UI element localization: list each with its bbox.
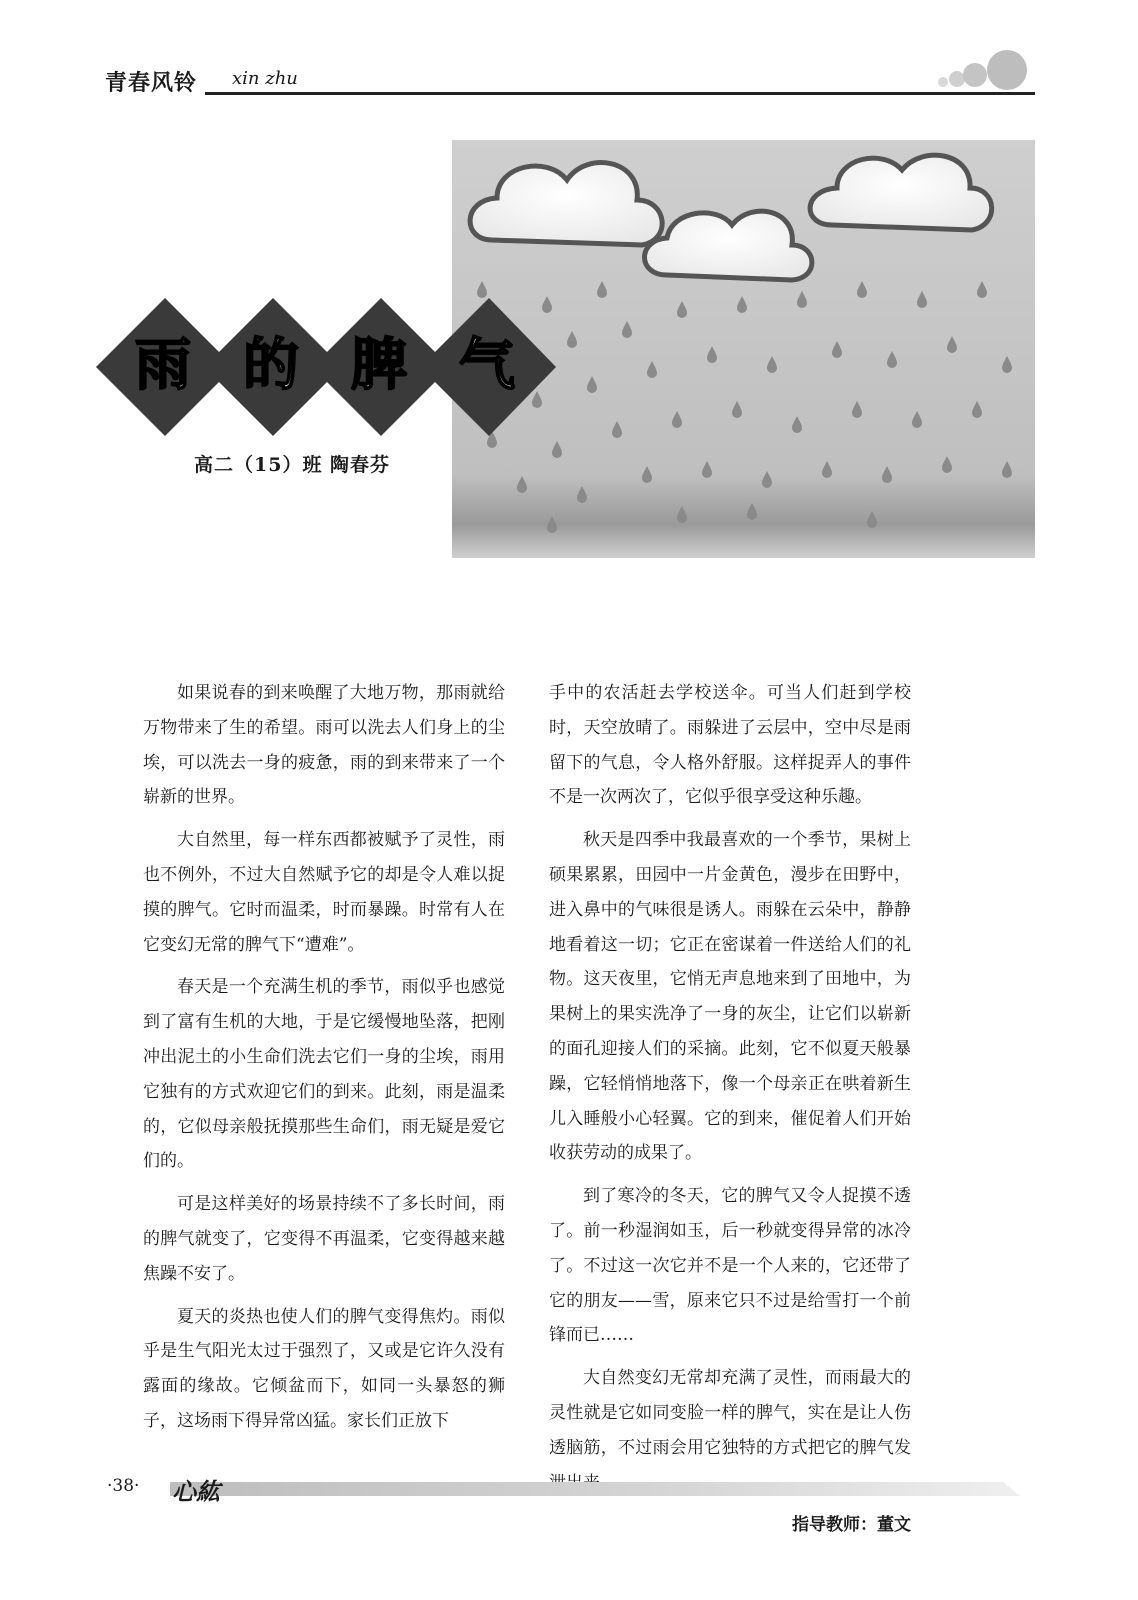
paragraph: 可是这样美好的场景持续不了多长时间，雨的脾气就变了，它变得不再温柔，它变得越来越焦躁不安了。 (143, 1194, 505, 1284)
body-column-left (143, 676, 505, 1447)
paragraph: 大自然里，每一样东西都被赋予了灵性，雨也不例外，不过大自然赋予它的却是令人难以捉摸的脾气。它时而温柔，时而暴躁。时常有人在它变幻无常的脾气下“遭难”。 (143, 830, 505, 955)
paragraph: 秋天是四季中我最喜欢的一个季节，果树上硕果累累，田园中一片金黄色，漫步在田野中，进入鼻中的气味很是诱人。雨躲在云朵中，静静地看着这一切；它正在密谋着一件送给人们的礼物。这天夜里，它悄无声息地来到了田地中，为果树上的果实洗净了一身的灰尘，让它们以崭新的面孔迎接人们的采摘。此刻，它不似夏天般暴躁，它轻悄悄地落下，像一个母亲正在哄着新生儿入睡般小心轻翼。它的到来，催促着人们开始收获劳动的成果了。 (549, 830, 911, 1164)
title-char-4: 气 (459, 333, 515, 398)
instructor-credit: 指导教师：董文 (792, 1515, 911, 1536)
column-pinyin: xin zhu (232, 68, 298, 89)
paragraph: 春天是一个充满生机的季节，雨似乎也感觉到了富有生机的大地，于是它缓慢地坠落，把刚冲出泥土的小生命们洗去它们一身的尘埃，雨用它独有的方式欢迎它们的到来。此刻，雨是温柔的，它似母亲般抚摸那些生命们，雨无疑是爱它们的。 (143, 977, 505, 1172)
header-rule (205, 92, 1035, 95)
article-title (96, 298, 556, 436)
footer-bar (170, 1482, 1020, 1496)
title-char-2: 的 (243, 333, 299, 398)
paragraph: 大自然变幻无常却充满了灵性，而雨最大的灵性就是它如同变脸一样的脾气，实在是让人伤透脑筋，不过雨会用它独特的方式把它的脾气发 (549, 1368, 911, 1458)
magazine-name: 心紘 (172, 1477, 220, 1506)
decorative-circles-icon (935, 48, 1035, 98)
paragraph: 夏天的炎热也使人们的脾气变得焦灼。雨似乎是生气阳光太过于强烈了，又或是它许久没有露面的缘故。它倾盆而下，如同一头暴怒的狮子，这场雨下得异常凶猛。家长们正放下 (143, 1306, 505, 1431)
paragraph-continuation: 手中的农活赶去学校送伞。可当人们赶到学校时，天空放晴了。雨躲进了云层中，空中尽是雨留下的气息，令人格外舒服。这样捉弄人的事件不是一次两次了，它似乎很享受这种乐趣。 (549, 683, 911, 808)
author-byline: 高二（15）班 陶春芬 (194, 454, 391, 476)
title-char-1: 雨 (135, 333, 191, 398)
paragraph: 如果说春的到来唤醒了大地万物，那雨就给万物带来了生的希望。雨可以洗去人们身上的尘埃，可以洗去一身的疲惫，雨的到来带来了一个崭新的世界。 (143, 683, 505, 808)
title-char-3: 脾 (351, 333, 407, 398)
page-header (0, 0, 1138, 110)
body-column-right (549, 676, 911, 1551)
column-name: 青春风铃 (105, 71, 198, 96)
paragraph: 到了寒冷的冬天，它的脾气又令人捉摸不透了。前一秒湿润如玉，后一秒就变得异常的冰冷了。不过这一次它并不是一个人来的，它还带了它的朋友——雪，原来它只不过是给雪打一个前锋而已…… (549, 1186, 911, 1346)
page-number: ·38· (107, 1476, 140, 1496)
page-footer (0, 1476, 1138, 1506)
